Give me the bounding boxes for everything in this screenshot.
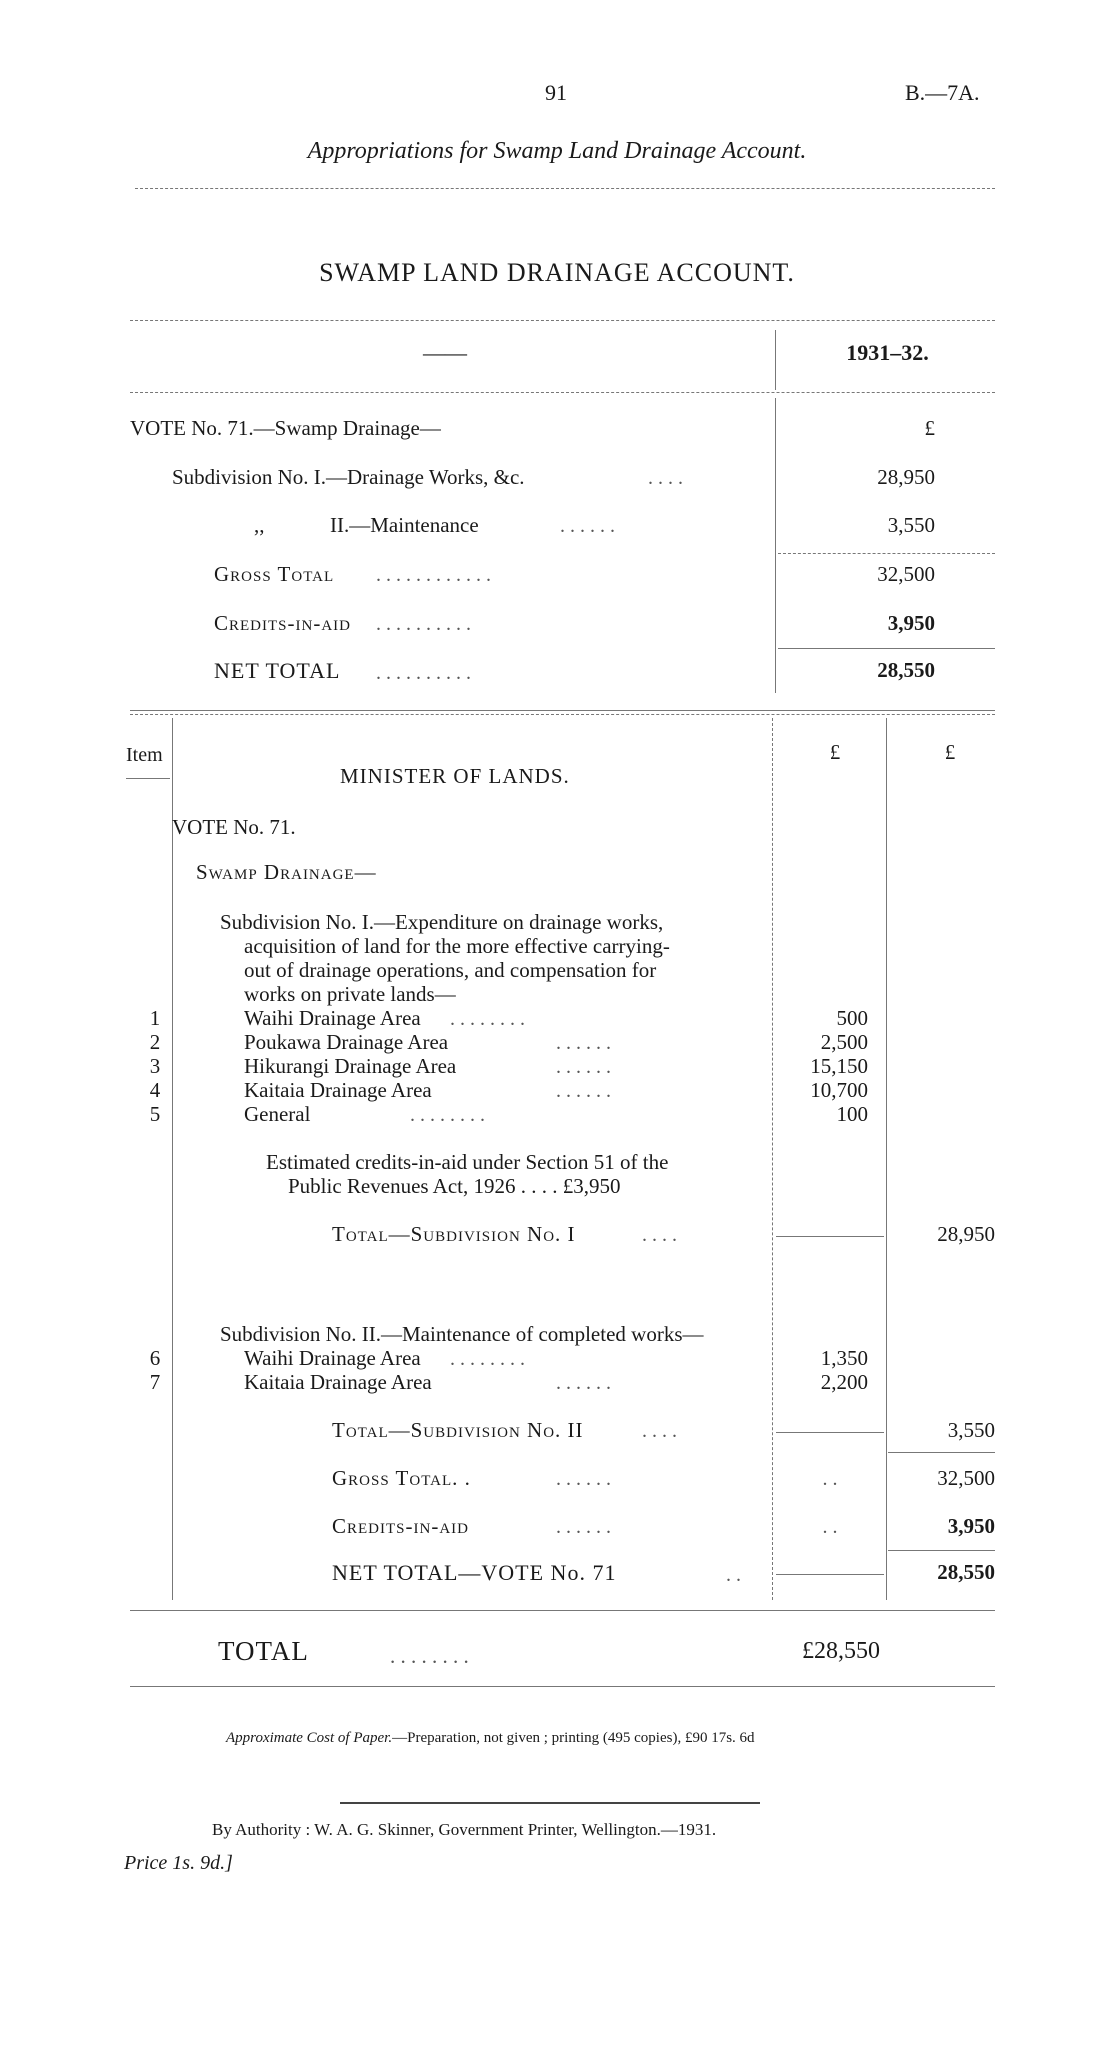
item-number: 6 (149, 1346, 161, 1370)
item-label: General (244, 1102, 311, 1126)
summary-row-dots: . . . . (648, 467, 683, 489)
main-title: SWAMP LAND DRAINAGE ACCOUNT. (319, 258, 795, 287)
item-number: 7 (149, 1370, 161, 1394)
item-dots: . . . . . . . . (410, 1104, 485, 1126)
sub1-total-rule (776, 1236, 884, 1237)
detail-top-rule-2 (130, 714, 995, 715)
item-dots: . . . . . . (556, 1372, 611, 1394)
net-total-dots: . . (726, 1564, 741, 1586)
summary-header-divider (775, 330, 776, 390)
item-value: 500 (836, 1006, 868, 1030)
grand-total-rule (130, 1686, 995, 1687)
item-value: 10,700 (810, 1078, 868, 1102)
vote-heading: VOTE No. 71. (172, 815, 296, 839)
summary-credits-value: 3,950 (887, 611, 935, 635)
summary-blank-header: —— (423, 340, 467, 365)
summary-row-label: Subdivision No. I.—Drainage Works, &c. (172, 465, 525, 489)
item-dots: . . . . . . (556, 1032, 611, 1054)
summary-net-value: 28,550 (877, 658, 935, 682)
item-number: 2 (149, 1030, 161, 1054)
item-value: 2,200 (820, 1370, 868, 1394)
item-dots: . . . . . . (556, 1056, 611, 1078)
cost-of-paper-details: —Preparation, not given ; printing (495 copies), £90 17s. 6d (392, 1730, 755, 1746)
gross-total-mid-dots: . . (822, 1468, 838, 1490)
item-column-divider (172, 718, 173, 1600)
cost-of-paper-label: Approximate Cost of Paper. (226, 1730, 393, 1746)
net-total-value: 28,550 (937, 1560, 995, 1584)
summary-gross-label: Gross Total (214, 562, 335, 586)
running-title: Appropriations for Swamp Land Drainage Account. (307, 138, 807, 164)
sub2-total-rule (776, 1432, 884, 1433)
sub1-description-line: Subdivision No. I.—Expenditure on drainage works, (220, 910, 664, 934)
net-total-amount-rule (776, 1574, 884, 1575)
grand-total-value: £28,550 (802, 1638, 880, 1664)
item-number: 3 (149, 1054, 161, 1078)
item-column-header: Item (126, 744, 163, 766)
swamp-drainage-heading: Swamp Drainage— (196, 860, 377, 884)
sub1-total-dots: . . . . (642, 1224, 677, 1246)
gross-total-rule (888, 1452, 995, 1453)
total-pound-header: £ (944, 740, 956, 764)
amount-column-divider (772, 718, 773, 1600)
item-number: 4 (149, 1078, 161, 1102)
gross-total-value: 32,500 (937, 1466, 995, 1490)
sub1-total-label: Total—Subdivision No. I (332, 1222, 576, 1246)
sub2-description: Subdivision No. II.—Maintenance of completed works— (220, 1322, 704, 1346)
footer-rule (340, 1802, 760, 1804)
summary-net-rule (778, 648, 995, 649)
net-total-rule (888, 1550, 995, 1551)
item-label: Poukawa Drainage Area (244, 1030, 449, 1054)
cost-of-paper-note (226, 1730, 755, 1747)
document-reference: B.—7A. (905, 80, 980, 105)
credits-note-line: Estimated credits-in-aid under Section 51 of the (266, 1150, 669, 1174)
total-column-divider (886, 718, 887, 1600)
summary-pound-sign: £ (924, 416, 935, 440)
summary-row-dots: . . . . . . . . . . (376, 613, 471, 635)
summary-row-label: II.—Maintenance (330, 513, 479, 537)
summary-vote-line: VOTE No. 71.—Swamp Drainage— (130, 416, 441, 440)
grand-total-label: TOTAL (218, 1636, 309, 1666)
grand-total-dots: . . . . . . . . (390, 1644, 469, 1668)
credits-dots: . . . . . . (556, 1516, 611, 1538)
summary-top-rule (130, 320, 995, 321)
detail-bottom-rule (130, 1610, 995, 1611)
printer-authority: By Authority : W. A. G. Skinner, Government Printer, Wellington.—1931. (212, 1820, 717, 1839)
summary-row-dots: . . . . . . . . . . . . (376, 564, 491, 586)
item-value: 2,500 (820, 1030, 868, 1054)
net-total-label: NET TOTAL—VOTE No. 71 (332, 1560, 617, 1585)
summary-net-label: NET TOTAL (214, 658, 341, 683)
summary-row-dots: . . . . . . . . . . (376, 662, 471, 684)
item-number: 1 (149, 1006, 161, 1030)
sub1-description-line: acquisition of land for the more effective carrying- (244, 934, 670, 958)
sub1-description-line: works on private lands— (244, 982, 456, 1006)
item-number: 5 (149, 1102, 161, 1126)
item-value: 100 (836, 1102, 868, 1126)
item-dots: . . . . . . . . (450, 1008, 525, 1030)
summary-row-value: 3,550 (887, 513, 935, 537)
summary-column-divider (775, 398, 776, 693)
summary-credits-label: Credits-in-aid (214, 611, 351, 635)
item-header-rule (126, 778, 170, 779)
summary-year-header: 1931–32. (846, 340, 929, 365)
summary-header-rule (130, 392, 995, 393)
summary-row-dots: . . . . . . (560, 515, 615, 537)
credits-note-line: Public Revenues Act, 1926 . . . . £3,950 (288, 1174, 621, 1198)
minister-heading: MINISTER OF LANDS. (340, 764, 570, 788)
sub1-description-line: out of drainage operations, and compensation for (244, 958, 657, 982)
item-value: 1,350 (820, 1346, 868, 1370)
item-label: Kaitaia Drainage Area (244, 1078, 432, 1102)
item-value: 15,150 (810, 1054, 868, 1078)
gross-total-label: Gross Total. . (332, 1466, 471, 1490)
item-label: Hikurangi Drainage Area (244, 1054, 457, 1078)
item-label: Waihi Drainage Area (244, 1006, 421, 1030)
gross-total-dots: . . . . . . (556, 1468, 611, 1490)
item-dots: . . . . . . (556, 1080, 611, 1102)
price: Price 1s. 9d.] (124, 1852, 233, 1874)
credits-mid-dots: . . (822, 1516, 838, 1538)
credits-value: 3,950 (947, 1514, 995, 1538)
amount-pound-header: £ (829, 740, 841, 764)
sub2-total-value: 3,550 (947, 1418, 995, 1442)
summary-subtotal-rule (778, 553, 995, 554)
item-label: Kaitaia Drainage Area (244, 1370, 432, 1394)
header-rule (135, 188, 995, 189)
item-label: Waihi Drainage Area (244, 1346, 421, 1370)
sub1-total-value: 28,950 (937, 1222, 995, 1246)
summary-row-value: 28,950 (877, 465, 935, 489)
page-number: 91 (545, 80, 567, 105)
sub2-total-label: Total—Subdivision No. II (332, 1418, 584, 1442)
detail-top-rule (130, 710, 995, 711)
credits-label: Credits-in-aid (332, 1514, 469, 1538)
sub2-total-dots: . . . . (642, 1420, 677, 1442)
item-dots: . . . . . . . . (450, 1348, 525, 1370)
summary-ditto-mark: ,, (254, 513, 265, 537)
summary-gross-value: 32,500 (877, 562, 935, 586)
